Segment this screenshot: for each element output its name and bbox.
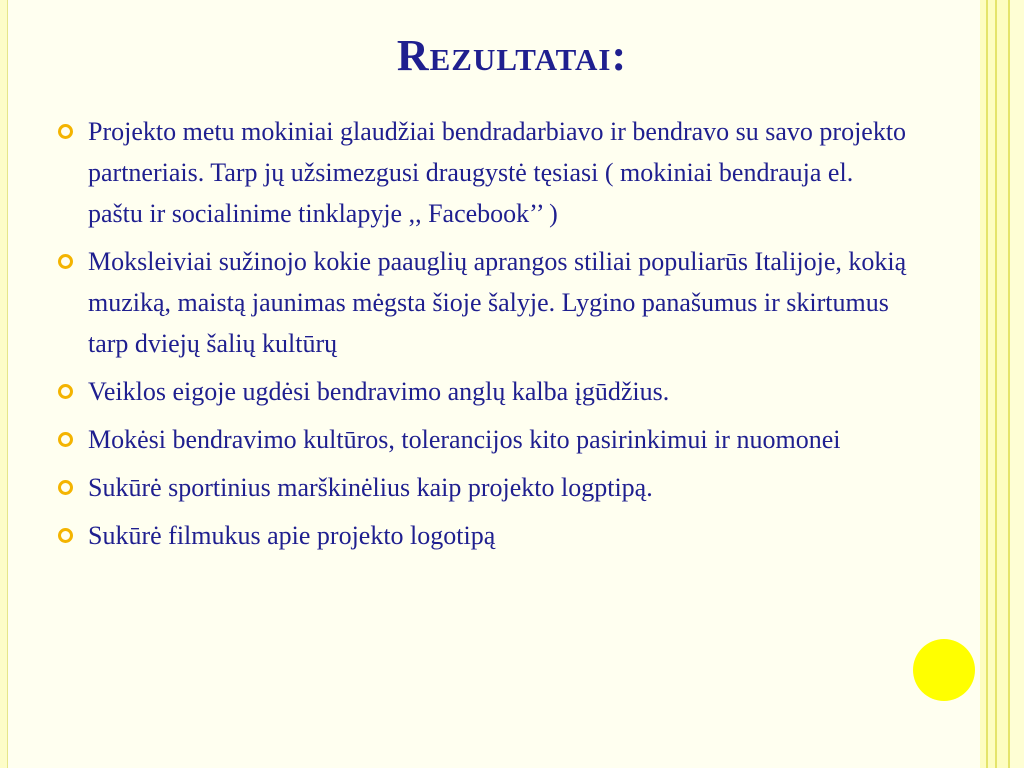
right-stripe	[988, 0, 995, 768]
bullet-ring-icon	[58, 480, 73, 495]
bullet-text: Sukūrė filmukus apie projekto logotipą	[88, 521, 496, 550]
bullet-ring-icon	[58, 432, 73, 447]
right-stripe	[1010, 0, 1024, 768]
bullet-ring-icon	[58, 254, 73, 269]
bullet-text: Projekto metu mokiniai glaudžiai bendradarbiavo ir bendravo su savo projekto partneriais. Tarp jų užsimezgusi draugystė tęsiasi ( mokiniai bendrauja el. paštu ir socialinime tinklapyje ,, Facebook’’ )	[88, 117, 907, 228]
bullet-ring-icon	[58, 384, 73, 399]
bullet-list	[58, 111, 908, 563]
bullet-item	[58, 111, 908, 234]
right-stripe	[997, 0, 1008, 768]
bullet-text: Mokėsi bendravimo kultūros, tolerancijos kito pasirinkimui ir nuomonei	[88, 425, 841, 454]
slide-title: Rezultatai:	[396, 31, 628, 80]
bullet-item	[58, 467, 908, 508]
left-border	[0, 0, 8, 768]
bullet-ring-icon	[58, 528, 73, 543]
bullet-ring-icon	[58, 124, 73, 139]
bullet-item	[58, 371, 908, 412]
bullet-text: Veiklos eigoje ugdėsi bendravimo anglų kalba įgūdžius.	[88, 377, 670, 406]
bullet-item	[58, 515, 908, 556]
bullet-text: Moksleiviai sužinojo kokie paauglių aprangos stiliai populiarūs Italijoje, kokią muziką, maistą jaunimas mėgsta šioje šalyje. Lygino panašumus ir skirtumus tarp dviejų šalių kultūrų	[88, 247, 907, 358]
bullet-item	[58, 419, 908, 460]
bullet-text: Sukūrė sportinius marškinėlius kaip projekto logptipą.	[88, 473, 653, 502]
decorative-circle	[913, 639, 975, 701]
bullet-item	[58, 241, 908, 364]
